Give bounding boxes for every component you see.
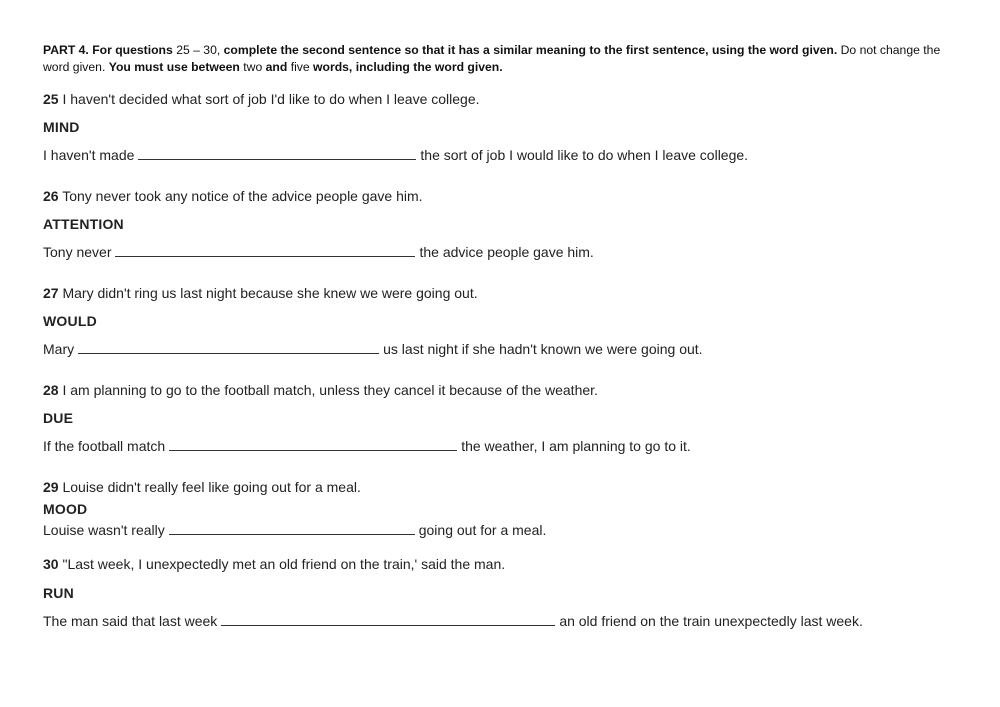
- instructions-five: five: [290, 60, 310, 74]
- answer-suffix: going out for a meal.: [418, 522, 547, 538]
- question-29-sentence: [43, 478, 361, 496]
- answer-suffix: the weather, I am planning to go to it.: [461, 438, 691, 454]
- question-28-keyword: DUE: [43, 410, 74, 426]
- answer-prefix: Tony never: [43, 244, 112, 260]
- instructions-must-use: You must use between: [108, 60, 240, 74]
- answer-prefix: Louise wasn't really: [43, 522, 165, 538]
- question-27-sentence: [43, 284, 478, 302]
- instructions-part: PART 4. For questions: [43, 43, 173, 57]
- instructions-no-change-2: the word given.: [43, 43, 941, 74]
- instructions-and: and: [265, 60, 288, 74]
- original-sentence: I haven't decided what sort of job I'd like to do when I leave college.: [62, 91, 480, 107]
- answer-suffix: the advice people gave him.: [419, 244, 594, 260]
- question-number: 28: [43, 382, 59, 398]
- answer-blank[interactable]: [169, 522, 415, 535]
- answer-suffix: the sort of job I would like to do when I leave college.: [420, 147, 749, 163]
- original-sentence: Mary didn't ring us last night because she knew we were going out.: [62, 285, 478, 301]
- question-28-answer-line: [43, 437, 691, 455]
- question-28-sentence: [43, 381, 598, 399]
- question-30-sentence: [43, 555, 505, 573]
- question-number: 26: [43, 188, 59, 204]
- question-number: 29: [43, 479, 59, 495]
- original-sentence: Tony never took any notice of the advice people gave him.: [62, 188, 423, 204]
- answer-prefix: If the football match: [43, 438, 166, 454]
- answer-suffix: an old friend on the train unexpectedly last week.: [559, 613, 863, 629]
- question-29-answer-line: [43, 521, 546, 539]
- instructions-task: complete the second sentence so that it has a similar meaning to the first sentence, using the word given.: [223, 43, 838, 57]
- instructions-two: two: [243, 60, 263, 74]
- original-sentence: Louise didn't really feel like going out for a meal.: [62, 479, 361, 495]
- answer-prefix: Mary: [43, 341, 75, 357]
- question-27-keyword: WOULD: [43, 313, 97, 329]
- answer-prefix: The man said that last week: [43, 613, 218, 629]
- answer-prefix: I haven't made: [43, 147, 135, 163]
- question-26-sentence: [43, 187, 423, 205]
- question-27-answer-line: [43, 340, 703, 358]
- answer-blank[interactable]: [138, 147, 416, 160]
- instructions-no-change-1: Do not change: [840, 43, 920, 57]
- answer-blank[interactable]: [78, 341, 379, 354]
- question-26-keyword: ATTENTION: [43, 216, 124, 232]
- answer-blank[interactable]: [169, 438, 457, 451]
- question-number: 27: [43, 285, 59, 301]
- original-sentence: I am planning to go to the football match, unless they cancel it because of the weather.: [62, 382, 598, 398]
- answer-blank[interactable]: [115, 244, 415, 257]
- question-29-keyword: MOOD: [43, 501, 88, 517]
- instructions: [43, 42, 958, 76]
- question-25-answer-line: [43, 146, 748, 164]
- instructions-range: 25 – 30,: [176, 43, 221, 57]
- instructions-words: words, including the word given.: [313, 60, 503, 74]
- question-25-keyword: MIND: [43, 119, 80, 135]
- question-30-answer-line: [43, 612, 863, 630]
- question-26-answer-line: [43, 243, 594, 261]
- question-25-sentence: [43, 90, 480, 108]
- answer-blank[interactable]: [221, 613, 555, 626]
- question-30-keyword: RUN: [43, 585, 74, 601]
- answer-suffix: us last night if she hadn't known we were going out.: [383, 341, 703, 357]
- original-sentence: "Last week, I unexpectedly met an old friend on the train,' said the man.: [62, 556, 506, 572]
- question-number: 30: [43, 556, 59, 572]
- question-number: 25: [43, 91, 59, 107]
